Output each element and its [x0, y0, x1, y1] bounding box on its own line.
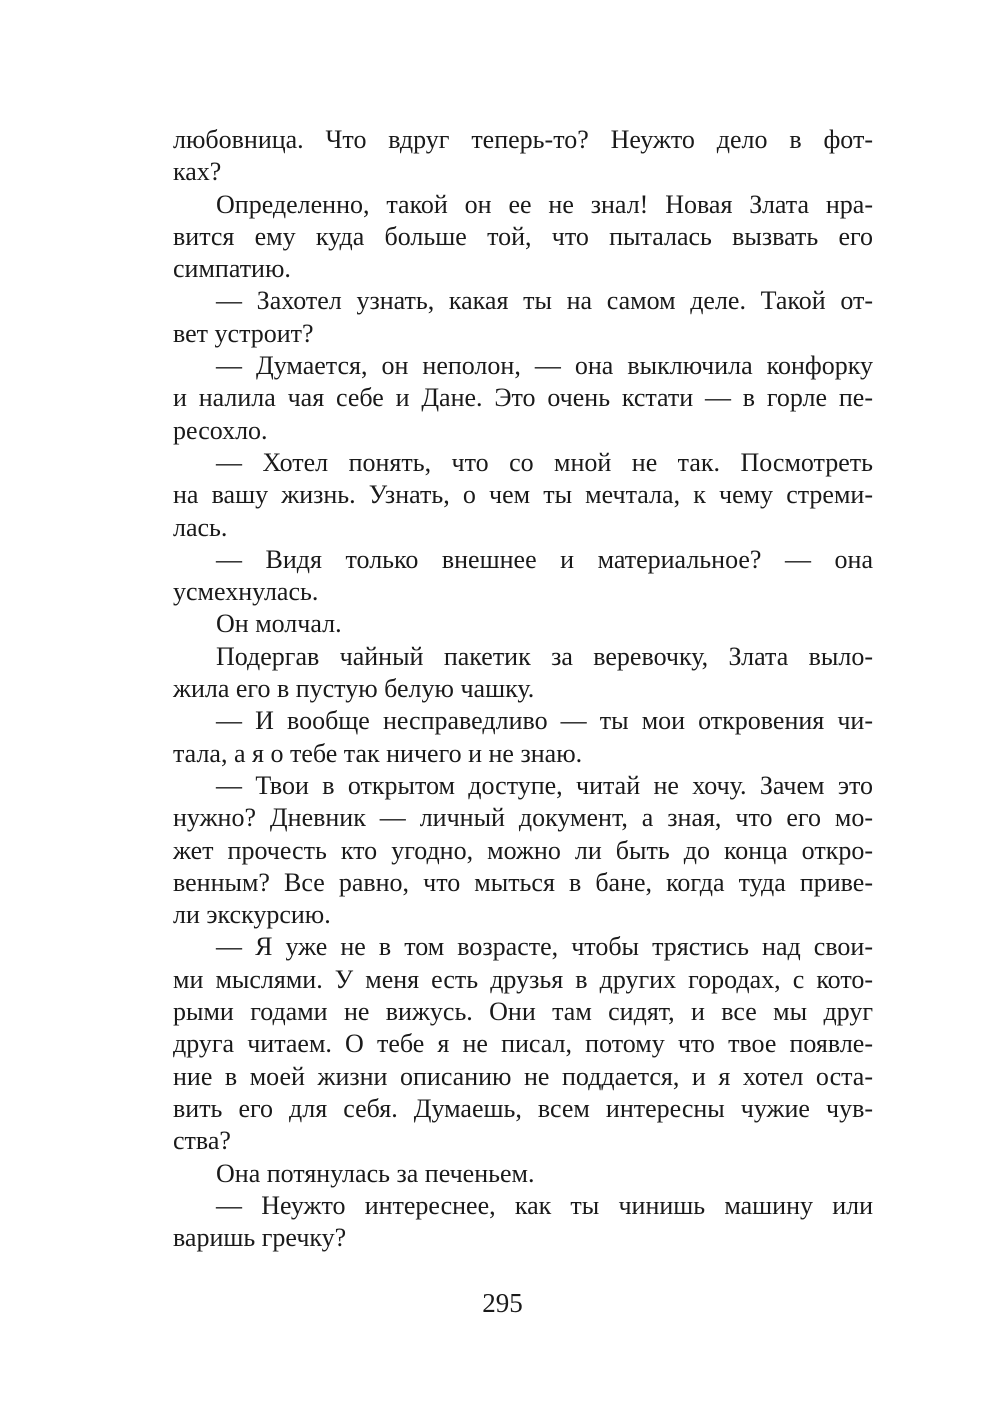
text-line: вет устроит? — [173, 318, 314, 348]
text-line: Подергав чайный пакетик за веревочку, Злата выло- — [216, 641, 873, 671]
text-line: — Твои в открытом доступе, читай не хочу. Зачем это — [216, 770, 873, 800]
text-line: Определенно, такой он ее не знал! Новая Злата нра- — [216, 189, 873, 219]
text-line: Он молчал. — [216, 609, 342, 639]
text-line: друга читаем. О тебе я не писал, потому что твое появле- — [173, 1029, 873, 1059]
text-line: на вашу жизнь. Узнать, о чем ты мечтала, к чему стреми- — [173, 480, 873, 510]
text-line: жет прочесть кто угодно, можно ли быть до конца откро- — [173, 835, 873, 865]
text-line: ресохло. — [173, 415, 268, 445]
text-line: симпатию. — [173, 254, 291, 284]
text-line: тала, а я о тебе так ничего и не знаю. — [173, 738, 583, 768]
text-line: вить его для себя. Думаешь, всем интересны чужие чув- — [173, 1093, 873, 1123]
text-line: вится ему куда больше той, что пыталась вызвать его — [173, 221, 873, 251]
text-line: усмехнулась. — [173, 577, 319, 607]
text-line: — И вообще несправедливо — ты мои откровения чи- — [216, 706, 873, 736]
page-number: 295 — [482, 1288, 523, 1318]
text-line: ние в моей жизни описанию не поддается, и я хотел оста- — [173, 1061, 873, 1091]
text-line: — Неужто интереснее, как ты чинишь машину или — [216, 1190, 873, 1220]
text-line: и налила чая себе и Дане. Это очень кстати — в горле пе- — [173, 383, 873, 413]
text-line: — Хотел понять, что со мной не так. Посмотреть — [216, 447, 873, 477]
text-line: варишь гречку? — [173, 1223, 347, 1253]
text-line: ках? — [173, 157, 222, 187]
text-line: ства? — [173, 1126, 231, 1156]
text-line: нужно? Дневник — личный документ, а зная, что его мо- — [173, 803, 873, 833]
text-line: — Я уже не в том возрасте, чтобы трястись над свои- — [216, 932, 873, 962]
text-line: любовница. Что вдруг теперь-то? Неужто дело в фот- — [173, 125, 873, 154]
text-line: Она потянулась за печеньем. — [216, 1158, 535, 1188]
text-line: — Захотел узнать, какая ты на самом деле. Такой от- — [216, 286, 873, 316]
text-line: лась. — [173, 512, 228, 542]
text-line: — Думается, он неполон, — она выключила конфорку — [216, 351, 873, 381]
text-line: венным? Все равно, что мыться в бане, когда туда приве- — [173, 867, 873, 897]
text-line: ми мыслями. У меня есть друзья в других городах, с кото- — [173, 964, 873, 994]
page-body-text — [173, 124, 873, 1254]
text-line: рыми годами не вижусь. Они там сидят, и все мы друг — [173, 997, 873, 1027]
text-line: ли экскурсию. — [173, 900, 331, 930]
text-line: — Видя только внешнее и материальное? — она — [216, 544, 873, 574]
text-line: жила его в пустую белую чашку. — [173, 674, 535, 704]
